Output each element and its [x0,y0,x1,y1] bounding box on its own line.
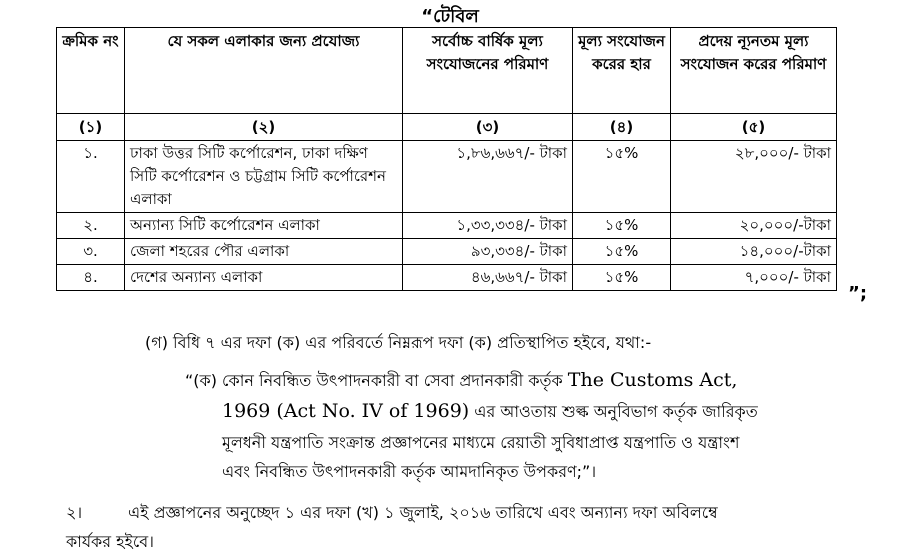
header-serial: ক্রমিক নং [57,28,125,114]
column-number-row [57,114,837,141]
row-area: জেলা শহরের পৌর এলাকা [125,239,403,265]
clause-ka-line-3: মূলধনী যন্ত্রপাতি সংক্রান্ত প্রজ্ঞাপনের মাধ্যমে রেয়াতী সুবিধাপ্রাপ্ত যন্ত্রপাতি ও যন্ত্রাংশ [222,433,740,452]
header-max-value-added: সর্বোচ্চ বার্ষিক মূল্য সংযোজনের পরিমাণ [403,28,573,114]
clause-ka-line-1 [185,368,737,395]
row-min-vat: ৭,০০০/- টাকা [671,265,837,291]
header-area: যে সকল এলাকার জন্য প্রযোজ্য [125,28,403,114]
clause-ka-line-2 [222,399,758,426]
row-serial: ১. [57,141,125,213]
vat-rate-table [56,27,837,291]
row-rate: ১৫% [573,213,671,239]
row-rate: ১৫% [573,239,671,265]
act-reference: 1969 (Act No. IV of 1969) [222,400,470,422]
row-max-value: ৯৩,৩৩৪/- টাকা [403,239,573,265]
row-area: অন্যান্য সিটি কর্পোরেশন এলাকা [125,213,403,239]
row-rate: ১৫% [573,265,671,291]
closing-quote: ”; [848,283,868,304]
row-max-value: ৪৬,৬৬৭/- টাকা [403,265,573,291]
header-vat-rate: মূল্য সংযোজন করের হার [573,28,671,114]
table-row [57,213,837,239]
column-number: (১) [57,114,125,141]
para-2-number: ২। [66,503,83,522]
row-area: ঢাকা উত্তর সিটি কর্পোরেশন, ঢাকা দক্ষিণ সিটি কর্পোরেশন ও চট্টগ্রাম সিটি কর্পোরেশন এলাকা [125,141,403,213]
row-serial: ৩. [57,239,125,265]
column-number: (৪) [573,114,671,141]
table-row [57,239,837,265]
row-min-vat: ২৮,০০০/- টাকা [671,141,837,213]
row-min-vat: ১৪,০০০/-টাকা [671,239,837,265]
row-max-value: ১,৩৩,৩৩৪/- টাকা [403,213,573,239]
para-2-line-1: এই প্রজ্ঞাপনের অনুচ্ছেদ ১ এর দফা (খ) ১ জুলাই, ২০১৬ তারিখে এবং অন্যান্য দফা অবিলম্বে [128,503,718,522]
column-number: (৩) [403,114,573,141]
column-number: (৫) [671,114,837,141]
table-header-row [57,28,837,114]
row-serial: ৪. [57,265,125,291]
row-max-value: ১,৮৬,৬৬৭/- টাকা [403,141,573,213]
clause-ka-line-4: এবং নিবন্ধিত উৎপাদনকারী কর্তৃক আমদানিকৃত উপকরণ;”। [222,462,597,481]
table-row [57,265,837,291]
row-serial: ২. [57,213,125,239]
row-rate: ১৫% [573,141,671,213]
row-area: দেশের অন্যান্য এলাকা [125,265,403,291]
column-number: (২) [125,114,403,141]
para-2-line-2: কার্যকর হইবে। [66,532,154,551]
act-title: The Customs Act, [567,369,738,391]
header-min-vat: প্রদেয় ন্যূনতম মূল্য সংযোজন করের পরিমাণ [671,28,837,114]
table-caption: “টেবিল [421,6,479,27]
clause-ka-text: এর আওতায় শুল্ক অনুবিভাগ কর্তৃক জারিকৃত [469,402,758,421]
row-min-vat: ২০,০০০/-টাকা [671,213,837,239]
clause-ka-text: “(ক) কোন নিবন্ধিত উৎপাদনকারী বা সেবা প্রদানকারী কর্তৃক [185,371,568,390]
clause-g: (গ) বিধি ৭ এর দফা (ক) এর পরিবর্তে নিম্নরূপ দফা (ক) প্রতিস্থাপিত হইবে, যথা:- [145,333,652,352]
table-row [57,141,837,213]
